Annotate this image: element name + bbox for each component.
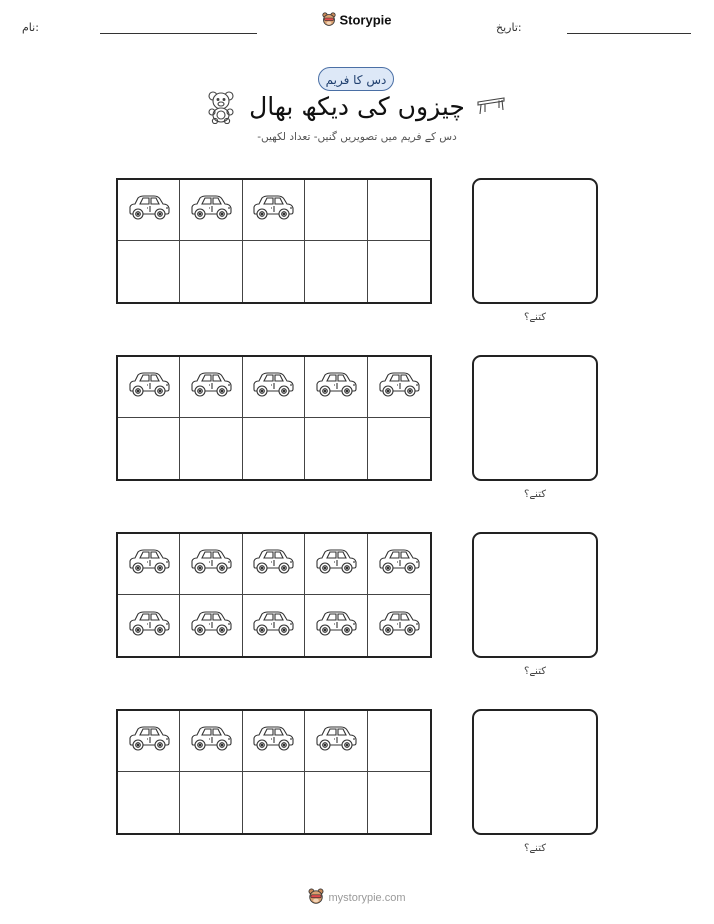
page-title: چیزوں کی دیکھ بھال bbox=[249, 92, 465, 121]
date-label: تاریخ: bbox=[496, 21, 522, 34]
ten-frame-cell bbox=[118, 772, 180, 833]
car-icon bbox=[313, 547, 359, 581]
car-icon bbox=[188, 193, 234, 227]
ten-frame-cell bbox=[118, 711, 180, 772]
car-icon bbox=[126, 724, 172, 758]
car-icon bbox=[126, 547, 172, 581]
date-line[interactable] bbox=[567, 33, 691, 34]
car-icon bbox=[188, 547, 234, 581]
how-many-label: کتنے؟ bbox=[524, 312, 546, 323]
car-icon bbox=[188, 609, 234, 643]
answer-box[interactable] bbox=[472, 709, 598, 835]
ten-frame bbox=[116, 355, 432, 481]
ten-frame-cell bbox=[305, 711, 367, 772]
ten-frame-cell bbox=[180, 180, 242, 241]
how-many-label: کتنے؟ bbox=[524, 843, 546, 854]
ten-frame-cell bbox=[368, 357, 430, 418]
car-icon bbox=[188, 370, 234, 404]
car-icon bbox=[313, 370, 359, 404]
car-icon bbox=[250, 193, 296, 227]
how-many-label: کتنے؟ bbox=[524, 489, 546, 500]
ten-frame-cell bbox=[368, 772, 430, 833]
name-label: نام: bbox=[22, 21, 39, 34]
ten-frame-cell bbox=[305, 595, 367, 656]
ten-frame-cell bbox=[180, 772, 242, 833]
ten-frame-cell bbox=[368, 711, 430, 772]
car-icon bbox=[376, 609, 422, 643]
ten-frame bbox=[116, 709, 432, 835]
car-icon bbox=[250, 724, 296, 758]
answer-box[interactable] bbox=[472, 532, 598, 658]
ten-frame-cell bbox=[368, 534, 430, 595]
ten-frame-cell bbox=[305, 180, 367, 241]
ten-frame-badge: دس کا فریم bbox=[318, 67, 394, 91]
ten-frame-cell bbox=[368, 595, 430, 656]
ten-frame bbox=[116, 178, 432, 304]
answer-box[interactable] bbox=[472, 355, 598, 481]
ten-frame-cell bbox=[180, 711, 242, 772]
car-icon bbox=[376, 370, 422, 404]
ten-frame-cell bbox=[243, 534, 305, 595]
ten-frame-cell bbox=[305, 418, 367, 479]
ten-frame-cell bbox=[305, 534, 367, 595]
ten-frame-cell bbox=[243, 595, 305, 656]
ten-frame-cell bbox=[118, 418, 180, 479]
car-icon bbox=[126, 193, 172, 227]
instructions: دس کے فریم میں تصویریں گنیں- تعداد لکھیں- bbox=[257, 131, 457, 143]
logo-text: Storypie bbox=[339, 12, 392, 28]
car-icon bbox=[250, 370, 296, 404]
car-icon bbox=[126, 370, 172, 404]
name-line[interactable] bbox=[100, 33, 257, 34]
ten-frame-cell bbox=[118, 180, 180, 241]
bench-icon bbox=[476, 96, 506, 120]
car-icon bbox=[126, 609, 172, 643]
ten-frame-cell bbox=[243, 772, 305, 833]
ten-frame bbox=[116, 532, 432, 658]
car-icon bbox=[313, 609, 359, 643]
car-icon bbox=[188, 724, 234, 758]
footer bbox=[0, 888, 714, 908]
footer-site: mystorypie.com bbox=[328, 891, 406, 904]
how-many-label: کتنے؟ bbox=[524, 666, 546, 677]
brand-logo bbox=[0, 12, 714, 30]
ten-frame-cell bbox=[305, 241, 367, 302]
ten-frame-cell bbox=[368, 180, 430, 241]
ten-frame-cell bbox=[305, 772, 367, 833]
ten-frame-cell bbox=[368, 241, 430, 302]
footer-bear-icon bbox=[308, 888, 324, 908]
ten-frame-cell bbox=[243, 711, 305, 772]
car-icon bbox=[313, 724, 359, 758]
ten-frame-cell bbox=[305, 357, 367, 418]
ten-frame-cell bbox=[243, 241, 305, 302]
ten-frame-cell bbox=[368, 418, 430, 479]
bear-logo-icon bbox=[322, 12, 336, 30]
ten-frame-cell bbox=[180, 418, 242, 479]
answer-box[interactable] bbox=[472, 178, 598, 304]
car-icon bbox=[250, 609, 296, 643]
ten-frame-cell bbox=[243, 357, 305, 418]
ten-frame-cell bbox=[118, 595, 180, 656]
ten-frame-cell bbox=[118, 357, 180, 418]
ten-frame-cell bbox=[243, 180, 305, 241]
ten-frame-cell bbox=[180, 241, 242, 302]
ten-frame-cell bbox=[118, 534, 180, 595]
car-icon bbox=[376, 547, 422, 581]
ten-frame-cell bbox=[180, 357, 242, 418]
ten-frame-cell bbox=[118, 241, 180, 302]
ten-frame-cell bbox=[180, 534, 242, 595]
ten-frame-cell bbox=[243, 418, 305, 479]
car-icon bbox=[250, 547, 296, 581]
ten-frame-cell bbox=[180, 595, 242, 656]
